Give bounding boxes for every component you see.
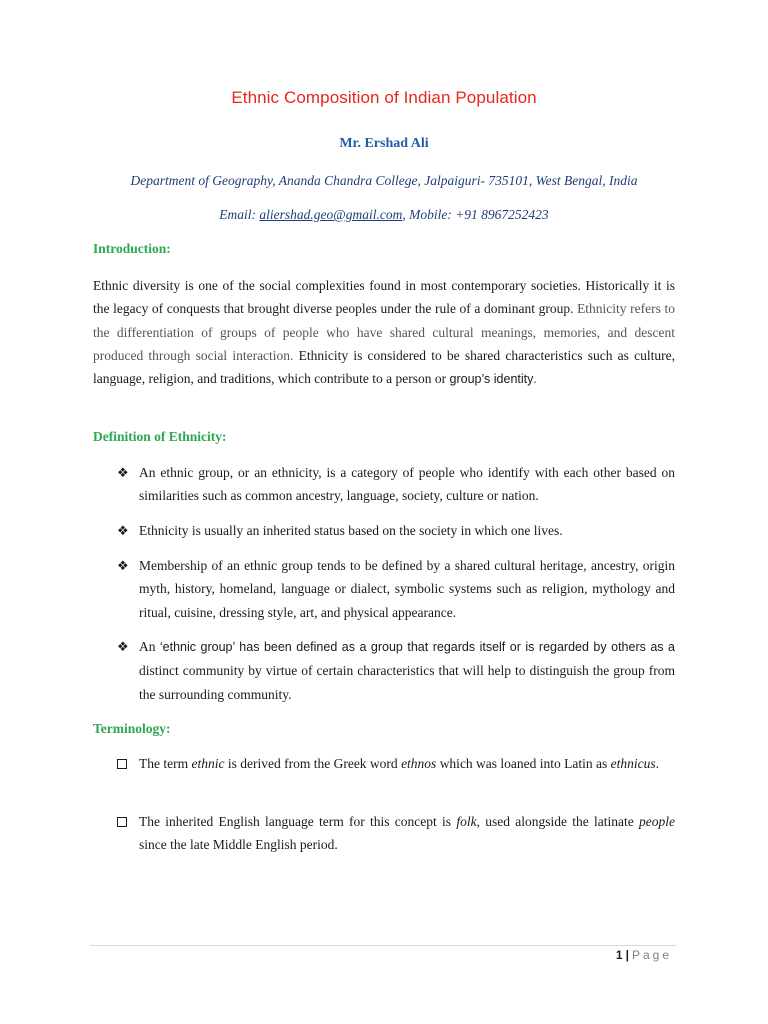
- email-link[interactable]: aliershad.geo@gmail.com: [259, 207, 403, 222]
- diamond-bullet-icon: ❖: [117, 523, 129, 538]
- t2-part: , used alongside the latinate: [476, 814, 639, 829]
- introduction-paragraph: [93, 274, 675, 391]
- intro-sentence-2: Ethnicity refers to the differentiation of groups of people who have shared cultural meanings, memories, and descent produced through social interaction.: [93, 301, 675, 363]
- intro-sentence-1: Ethnic diversity is one of the social complexities found in most contemporary societies. Historically it is the legacy of conquests that brought diverse peoples under the rule of a dominant group.: [93, 278, 675, 317]
- definition-heading: Definition of Ethnicity:: [93, 429, 227, 444]
- page-footer: [616, 948, 672, 962]
- definition-item-text: Membership of an ethnic group tends to be defined by a shared cultural heritage, ancestry, origin myth, history, homeland, language or dialect, symbolic systems such as religion, mythology and ritual, cuisine, dressing style, art, and physical appearance.: [139, 558, 675, 620]
- t1-term-ethnic: ethnic: [191, 756, 225, 771]
- intro-sentence-5: .: [533, 371, 537, 387]
- terminology-heading: Terminology:: [93, 721, 171, 736]
- email-label: Email:: [219, 207, 260, 222]
- definition-item-text: Ethnicity is usually an inherited status based on the society in which one lives.: [139, 523, 563, 538]
- t1-part: The term: [139, 756, 192, 771]
- diamond-bullet-icon: ❖: [117, 465, 129, 480]
- footer-divider: [90, 945, 676, 946]
- introduction-heading: Introduction:: [93, 241, 171, 256]
- t1-part: which was loaned into Latin as: [436, 756, 611, 771]
- item4-part-b: ‘ethnic group’ has been defined as a group that regards itself or is regarded by others as a: [159, 640, 676, 654]
- diamond-bullet-icon: ❖: [117, 558, 129, 573]
- terminology-item-text: [139, 810, 675, 857]
- terminology-item-text: [139, 752, 675, 775]
- definition-item-text: An ethnic group, or an ethnicity, is a category of people who identify with each other based on similarities such as common ancestry, language, society, culture or nation.: [139, 465, 675, 504]
- t1-term-ethnos: ethnos: [401, 756, 437, 771]
- author-name: Mr. Ershad Ali: [339, 136, 429, 151]
- definition-item-text: [139, 635, 675, 706]
- diamond-bullet-icon: ❖: [117, 639, 129, 654]
- intro-sentence-4: group’s identity: [449, 372, 534, 387]
- page-number: 1: [615, 948, 623, 962]
- intro-sentence-3: Ethnicity is considered to be shared characteristics such as culture, language, religion, and traditions, which contribute to a person or: [93, 347, 675, 387]
- t2-part: since the late Middle English period.: [139, 837, 338, 853]
- mobile-number: , Mobile: +91 8967252423: [402, 207, 549, 222]
- paper-title: Ethnic Composition of Indian Population: [231, 88, 537, 107]
- t1-term-ethnicus: ethnicus: [610, 756, 656, 771]
- t1-part: .: [655, 756, 660, 771]
- t2-part: The inherited English language term for this concept is: [139, 814, 457, 829]
- checkbox-bullet-icon: [117, 810, 139, 834]
- item4-part-a: An: [139, 639, 160, 654]
- item4-part-c: distinct community by virtue of certain characteristics that will help to distinguish the group from the surrounding community.: [139, 663, 675, 702]
- checkbox-bullet-icon: [117, 752, 139, 776]
- footer-separator: |: [625, 948, 629, 962]
- author-contact: [0, 207, 768, 223]
- page-label: Page: [631, 948, 672, 962]
- t2-term-folk: folk: [456, 814, 477, 829]
- t2-term-people: people: [639, 814, 675, 829]
- t1-part: is derived from the Greek word: [224, 756, 402, 771]
- author-affiliation: Department of Geography, Ananda Chandra College, Jalpaiguri- 735101, West Bengal, India: [130, 173, 638, 188]
